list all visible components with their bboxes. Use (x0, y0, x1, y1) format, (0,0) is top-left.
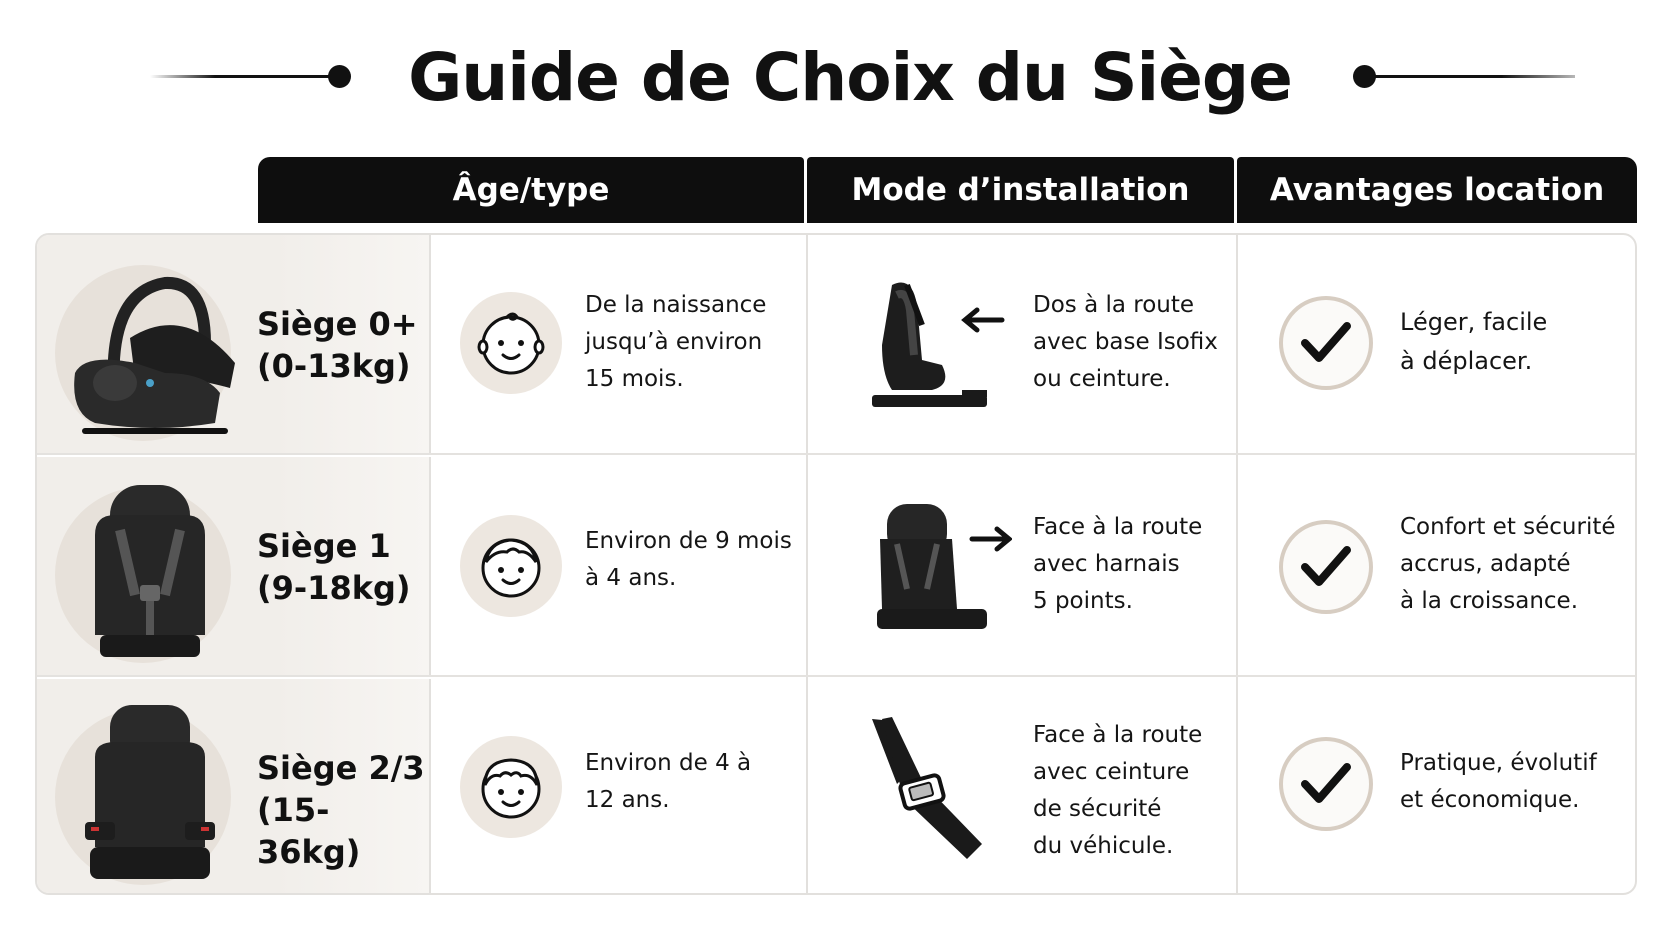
age-icon-background (460, 736, 562, 838)
advantage-line: et économique. (1400, 787, 1580, 813)
installation-description (1033, 287, 1233, 398)
seat-weight: (15-36kg) (257, 791, 361, 871)
column-header-installation: Mode d’installation (807, 157, 1234, 223)
age-description (585, 745, 795, 819)
page-title: Guide de Choix du Siège (408, 39, 1292, 116)
age-icon-background (460, 292, 562, 394)
installation-description (1033, 717, 1233, 865)
seat-label (257, 303, 418, 387)
age-line: à 4 ans. (585, 565, 677, 591)
install-line: ou ceinture. (1033, 366, 1171, 392)
age-description (585, 287, 795, 398)
baby-face-icon (473, 305, 549, 381)
check-icon (1300, 760, 1352, 808)
seat-cell (37, 457, 431, 675)
install-line: avec ceinture (1033, 759, 1190, 785)
seat-label (257, 747, 429, 873)
advantage-description (1400, 303, 1630, 381)
advantage-line: accrus, adapté (1400, 551, 1571, 577)
toddler-harness-seat-icon (55, 475, 235, 665)
install-line: du véhicule. (1033, 833, 1174, 859)
age-line: De la naissance (585, 292, 767, 318)
advantage-icon-background (1279, 520, 1373, 614)
install-line: Face à la route (1033, 722, 1203, 748)
column-header-advantages: Avantages location (1237, 157, 1637, 223)
seat-weight: (9-18kg) (257, 569, 411, 607)
install-line: Dos à la route (1033, 292, 1195, 318)
advantage-line: Confort et sécurité (1400, 514, 1616, 540)
infant-carrier-icon (55, 253, 235, 443)
title-decor-dot-left (328, 65, 351, 88)
advantage-icon-background (1279, 737, 1373, 831)
advantage-line: à la croissance. (1400, 588, 1579, 614)
seat-cell (37, 679, 431, 895)
age-line: 12 ans. (585, 787, 670, 813)
advantage-icon-background (1279, 296, 1373, 390)
advantage-description (1400, 509, 1630, 620)
forward-facing-seat-arrow-right-icon (852, 489, 1012, 649)
seat-belt-buckle-icon (852, 709, 1012, 869)
check-icon (1300, 319, 1352, 367)
table-row-seat-0plus (37, 235, 1637, 455)
advantage-line: Pratique, évolutif (1400, 750, 1597, 776)
column-header-age: Âge/type (258, 157, 804, 223)
seat-type: Siège 2/3 (257, 749, 425, 787)
title-decor-line-left (150, 75, 336, 78)
table-row-seat-1 (37, 457, 1637, 677)
age-line: 15 mois. (585, 366, 684, 392)
title-decor-line-right (1365, 75, 1575, 78)
advantage-line: Léger, facile (1400, 308, 1548, 336)
age-icon-background (460, 515, 562, 617)
install-line: 5 points. (1033, 588, 1133, 614)
age-line: Environ de 9 mois (585, 528, 792, 554)
install-line: Face à la route (1033, 514, 1203, 540)
install-line: avec base Isofix (1033, 329, 1218, 355)
advantage-line: à déplacer. (1400, 347, 1533, 375)
install-line: avec harnais (1033, 551, 1180, 577)
age-line: Environ de 4 à (585, 750, 752, 776)
toddler-face-icon (473, 528, 549, 604)
seat-label (257, 525, 411, 609)
seat-guide-table (35, 233, 1637, 895)
rear-facing-seat-arrow-left-icon (852, 265, 1012, 425)
seat-type: Siège 1 (257, 527, 391, 565)
check-icon (1300, 543, 1352, 591)
title-bar (0, 28, 1672, 132)
age-line: jusqu’à environ (585, 329, 763, 355)
booster-seat-icon (55, 697, 235, 887)
child-face-icon (473, 749, 549, 825)
install-line: de sécurité (1033, 796, 1162, 822)
seat-type: Siège 0+ (257, 305, 418, 343)
seat-cell (37, 235, 431, 453)
seat-weight: (0-13kg) (257, 347, 411, 385)
installation-description (1033, 509, 1233, 620)
age-description (585, 523, 795, 597)
table-row-seat-2-3 (37, 679, 1637, 895)
advantage-description (1400, 745, 1630, 819)
